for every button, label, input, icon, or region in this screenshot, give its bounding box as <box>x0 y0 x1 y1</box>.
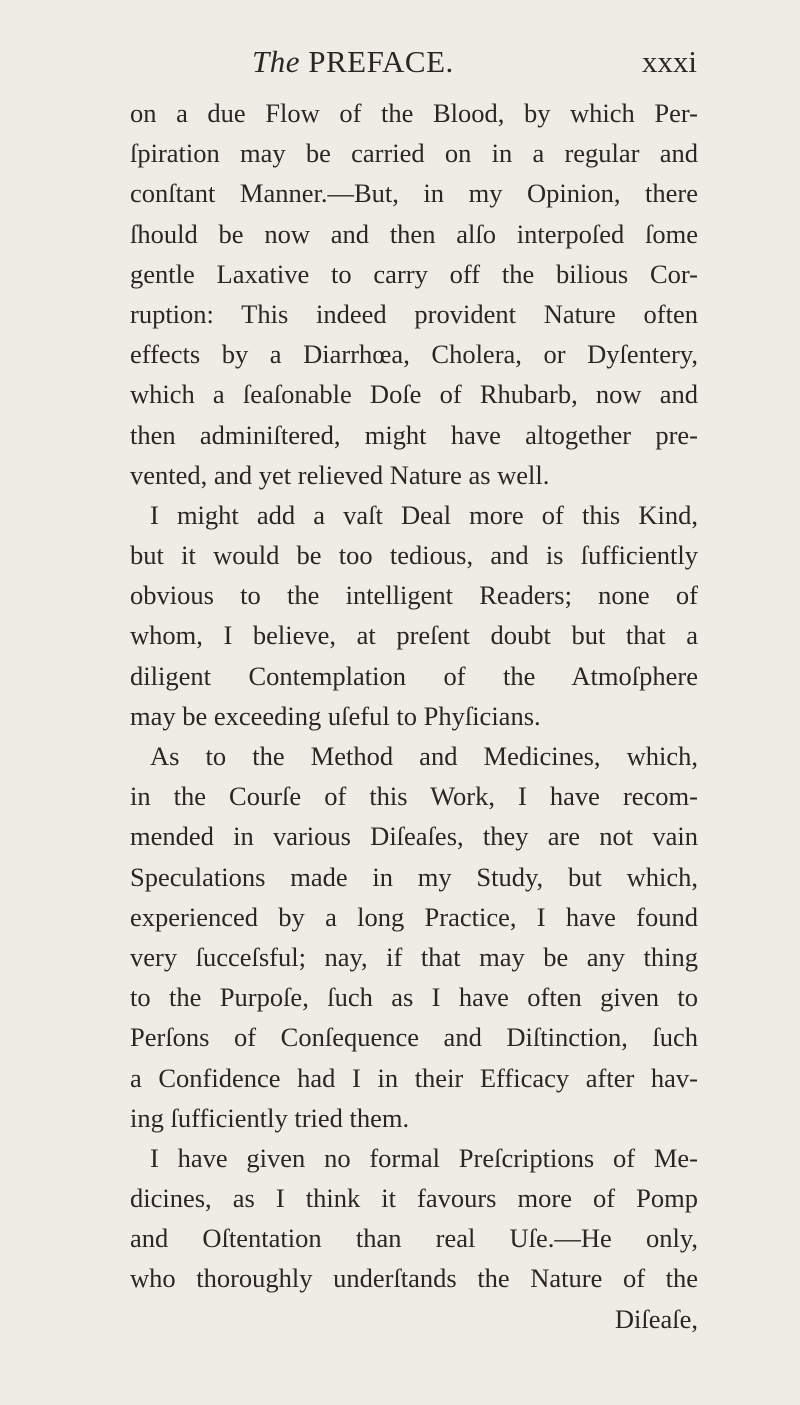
text-line: a Confidence had I in their Efficacy after hav- <box>130 1062 698 1093</box>
text-line: which a ſeaſonable Doſe of Rhubarb, now and <box>130 379 698 410</box>
page-number: xxxi <box>641 44 697 79</box>
running-head-title-rest: PREFACE. <box>300 44 454 79</box>
text-line: very ſucceſsful; nay, if that may be any thing <box>130 941 698 972</box>
text-line: ſhould be now and then alſo interpoſed ſome <box>130 218 698 249</box>
text-line: whom, I believe, at preſent doubt but that a <box>130 620 698 651</box>
running-head-title-italic: The <box>252 44 300 79</box>
text-line: effects by a Diarrhœa, Cholera, or Dyſentery, <box>130 339 698 370</box>
text-line: ſpiration may be carried on in a regular and <box>130 138 698 169</box>
text-line: vented, and yet relieved Nature as well. <box>130 459 550 490</box>
text-line: ruption: This indeed provident Nature often <box>130 298 698 329</box>
text-line: Speculations made in my Study, but which, <box>130 861 698 892</box>
text-line: mended in various Diſeaſes, they are not vain <box>130 821 698 852</box>
text-line: ing ſufficiently tried them. <box>130 1102 410 1133</box>
text-line: obvious to the intelligent Readers; none of <box>130 580 698 611</box>
text-line: dicines, as I think it favours more of Pomp <box>130 1183 698 1214</box>
running-head <box>252 44 697 84</box>
text-line: experienced by a long Practice, I have found <box>130 901 698 932</box>
text-line: on a due Flow of the Blood, by which Per- <box>130 98 698 128</box>
text-line: conſtant Manner.—But, in my Opinion, there <box>130 178 698 209</box>
text-line: As to the Method and Medicines, which, <box>150 741 698 771</box>
text-line: may be exceeding uſeful to Phyſicians. <box>130 700 541 731</box>
body-text <box>130 93 698 1339</box>
catchword: Diſeaſe, <box>614 1303 698 1334</box>
text-line: I might add a vaſt Deal more of this Kind, <box>150 499 698 530</box>
text-line: then adminiſtered, might have altogether pre- <box>130 419 698 450</box>
text-line: diligent Contemplation of the Atmoſphere <box>130 660 698 691</box>
text-line: in the Courſe of this Work, I have recom- <box>130 781 698 812</box>
running-head-title <box>252 44 454 80</box>
text-line: who thoroughly underſtands the Nature of the <box>130 1263 698 1294</box>
text-line: to the Purpoſe, ſuch as I have often given to <box>130 982 698 1013</box>
text-line: Perſons of Conſequence and Diſtinction, ſuch <box>130 1022 698 1053</box>
text-line: and Oſtentation than real Uſe.—He only, <box>130 1223 698 1254</box>
text-line: I have given no formal Preſcriptions of Me- <box>150 1142 698 1173</box>
text-line: gentle Laxative to carry off the bilious Cor- <box>130 258 698 289</box>
text-line: but it would be too tedious, and is ſufficiently <box>130 540 698 571</box>
